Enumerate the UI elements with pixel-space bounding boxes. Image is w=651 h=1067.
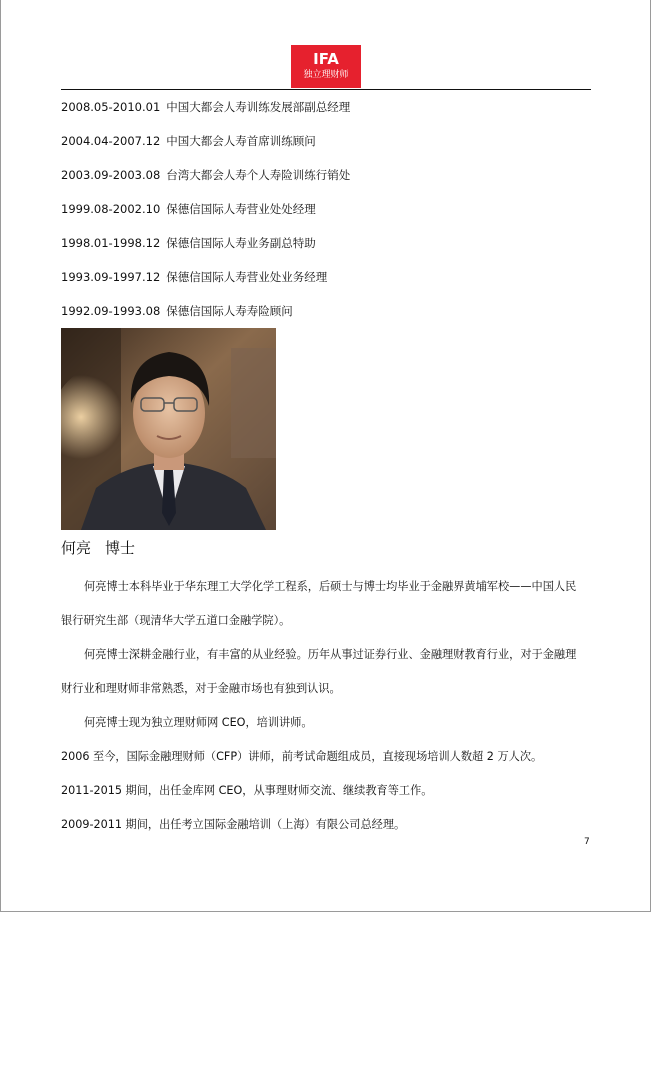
profile-paragraph: 2011-2015 期间，出任金库网 CEO，从事理财师交流、继续教育等工作。: [61, 784, 433, 797]
career-role: 台湾大都会人寿个人寿险训练行销处: [166, 168, 351, 182]
career-role: 中国大都会人寿首席训练顾问: [166, 134, 316, 148]
profile-paragraph: 何亮博士本科毕业于华东理工大学化学工程系，后硕士与博士均毕业于金融界黄埔军校——中国人民: [84, 580, 577, 593]
person-name: 何亮: [61, 539, 92, 557]
profile-body: [61, 570, 591, 842]
career-item: [61, 166, 591, 200]
profile-paragraph: 何亮博士深耕金融行业，有丰富的从业经验。历年从事过证券行业、金融理财教育行业，对于金融理: [84, 648, 577, 661]
person-name-heading: [61, 538, 135, 558]
career-period: 2003.09-2003.08: [61, 168, 161, 182]
career-role: 保德信国际人寿寿险顾问: [166, 304, 293, 318]
profile-paragraph: 2006 至今，国际金融理财师（CFP）讲师，前考试命题组成员，直接现场培训人数超 2 万人次。: [61, 750, 543, 763]
ifa-logo: [291, 45, 361, 88]
career-period: 1998.01-1998.12: [61, 236, 161, 250]
career-role: 保德信国际人寿营业处业务经理: [166, 270, 328, 284]
logo-mark: IFA: [313, 50, 339, 68]
portrait-illustration: [61, 328, 276, 530]
page-number: 7: [584, 837, 590, 847]
career-item: [61, 234, 591, 268]
header-divider: [61, 89, 591, 90]
career-item: [61, 200, 591, 234]
portrait-photo: [61, 328, 276, 530]
career-role: 保德信国际人寿业务副总特助: [166, 236, 316, 250]
logo-subtitle: 独立理财师: [303, 70, 349, 80]
career-period: 1992.09-1993.08: [61, 304, 161, 318]
profile-paragraph: 财行业和理财师非常熟悉，对于金融市场也有独到认识。: [61, 682, 341, 695]
career-list: [61, 98, 591, 336]
career-period: 1999.08-2002.10: [61, 202, 161, 216]
career-period: 2004.04-2007.12: [61, 134, 161, 148]
person-title: 博士: [105, 539, 136, 557]
profile-paragraph: 2009-2011 期间，出任考立国际金融培训（上海）有限公司总经理。: [61, 818, 406, 831]
profile-paragraph: 何亮博士现为独立理财师网 CEO，培训讲师。: [84, 716, 313, 729]
career-item: [61, 132, 591, 166]
career-role: 中国大都会人寿训练发展部副总经理: [166, 100, 351, 114]
career-item: [61, 268, 591, 302]
career-period: 2008.05-2010.01: [61, 100, 161, 114]
profile-paragraph: 银行研究生部（现清华大学五道口金融学院）。: [61, 614, 291, 627]
career-period: 1993.09-1997.12: [61, 270, 161, 284]
career-role: 保德信国际人寿营业处处经理: [166, 202, 316, 216]
career-item: [61, 98, 591, 132]
